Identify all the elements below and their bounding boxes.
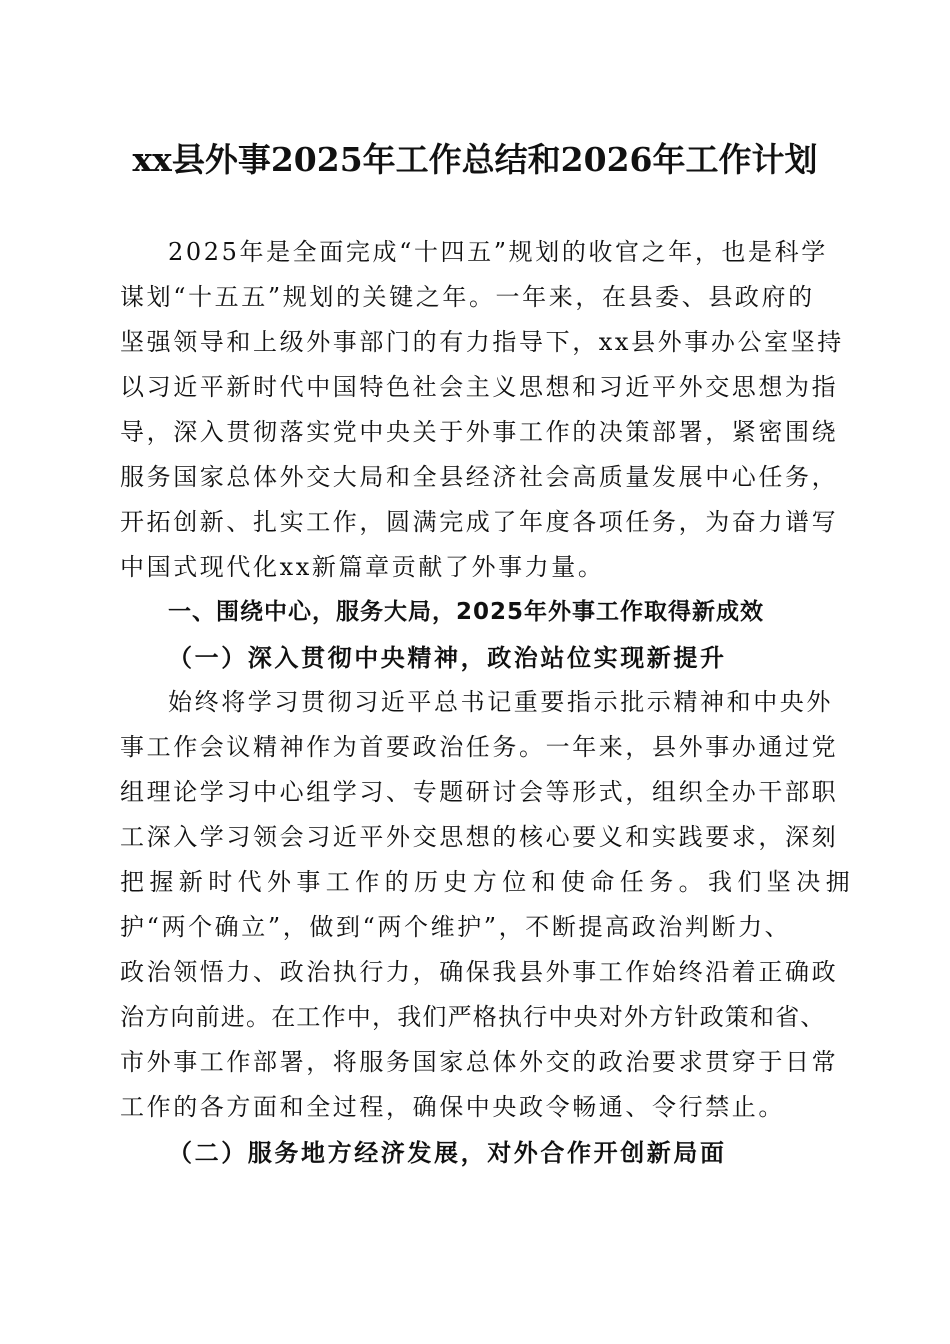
body-line: 工深入学习领会习近平外交思想的核心要义和实践要求，深刻 [120, 823, 839, 851]
section-1-heading: 一、围绕中心，服务大局，2025年外事工作取得新成效 [168, 599, 765, 625]
intro-line: 2025年是全面完成“十四五”规划的收官之年，也是科学 [168, 238, 828, 266]
body-line: 护“两个确立”，做到“两个维护”，不断提高政治判断力、 [120, 913, 792, 941]
body-line: 始终将学习贯彻习近平总书记重要指示批示精神和中央外 [168, 688, 833, 716]
intro-line: 谋划“十五五”规划的关键之年。一年来，在县委、县政府的 [120, 283, 815, 311]
intro-line: 中国式现代化xx新篇章贡献了外事力量。 [120, 553, 605, 581]
intro-line: 以习近平新时代中国特色社会主义思想和习近平外交思想为指 [120, 373, 839, 401]
document-body [120, 230, 855, 1175]
intro-line: 坚强领导和上级外事部门的有力指导下，xx县外事办公室坚持 [120, 328, 844, 356]
body-line: 组理论学习中心组学习、专题研讨会等形式，组织全办干部职 [120, 778, 839, 806]
intro-line: 开拓创新、扎实工作，圆满完成了年度各项任务，为奋力谱写 [120, 508, 839, 536]
subsection-2-heading: （二）服务地方经济发展，对外合作开创新局面 [168, 1138, 727, 1167]
body-line: 治方向前进。在工作中，我们严格执行中央对外方针政策和省、 [120, 1003, 826, 1031]
body-line: 事工作会议精神作为首要政治任务。一年来，县外事办通过党 [120, 733, 839, 761]
intro-paragraph [120, 230, 844, 590]
intro-line: 导，深入贯彻落实党中央关于外事工作的决策部署，紧密围绕 [120, 418, 839, 446]
intro-line: 服务国家总体外交大局和全县经济社会高质量发展中心任务， [120, 463, 839, 491]
subsection-1-paragraph [120, 680, 855, 1130]
body-line: 市外事工作部署，将服务国家总体外交的政治要求贯穿于日常 [120, 1048, 839, 1076]
subsection-1-heading: （一）深入贯彻中央精神，政治站位实现新提升 [168, 643, 727, 672]
body-line: 工作的各方面和全过程，确保中央政令畅通、令行禁止。 [120, 1093, 785, 1121]
body-line: 把握新时代外事工作的历史方位和使命任务。我们坚决拥 [120, 868, 855, 896]
body-line: 政治领悟力、政治执行力，确保我县外事工作始终沿着正确政 [120, 958, 839, 986]
document-title: xx县外事2025年工作总结和2026年工作计划 [132, 140, 818, 179]
